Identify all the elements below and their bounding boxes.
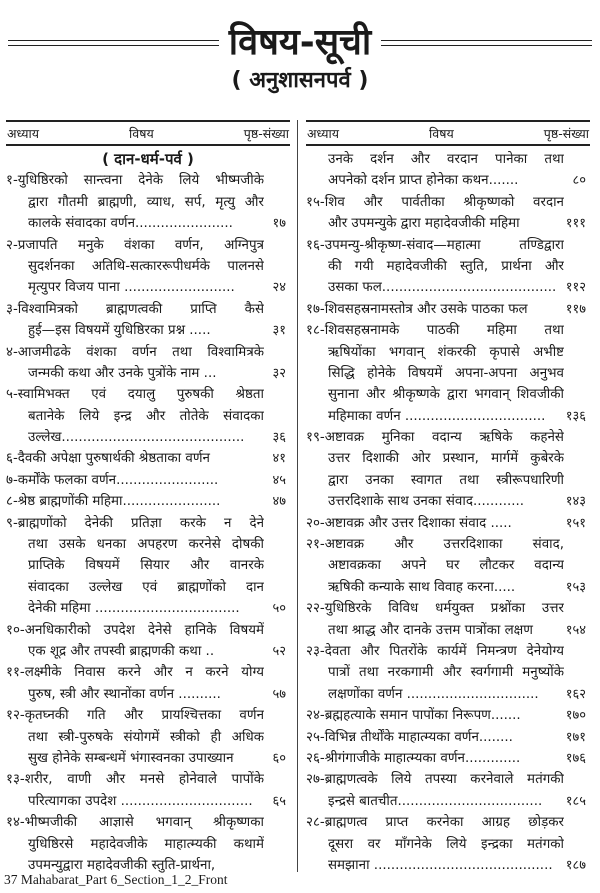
toc-line-text: समझाना ..........................................	[328, 857, 553, 873]
toc-line	[6, 256, 290, 277]
toc-line	[306, 641, 590, 662]
toc-line-text: सिद्धि होनेके विषयमें अपना-अपना अनुभव	[328, 365, 564, 381]
header-chapter: अध्याय	[7, 125, 39, 141]
toc-line	[6, 320, 290, 341]
toc-line-text: द्वारा गौतमी ब्राह्मणी, व्याध, सर्प, मृत्यु और	[28, 194, 264, 210]
page-number: ३६	[272, 430, 286, 446]
toc-line	[6, 748, 290, 769]
toc-line-text: प्राप्तिके विषयमें सियार और वानरके	[28, 558, 264, 574]
toc-line-text: २३-देवता और पितरोंके कार्यमें निमन्त्रण देनेयोग्य	[306, 643, 564, 659]
toc-line-text: १५-शिव और पार्वतीका श्रीकृष्णको वरदान	[306, 194, 564, 210]
toc-line-text: उल्लेख...........................................	[28, 430, 245, 446]
toc-line	[306, 620, 590, 641]
toc-line	[306, 662, 590, 683]
page-number: १६२	[565, 686, 586, 702]
toc-line-text: १३-शरीर, वाणी और मनसे होनेवाले पापोंके	[6, 772, 264, 788]
toc-line-text: २१-अष्टावक्र और उत्तरदिशाका संवाद,	[306, 537, 564, 553]
toc-line	[306, 448, 590, 469]
toc-line	[6, 277, 290, 298]
page-number: ४७	[272, 494, 286, 510]
toc-line-text: १४-भीष्मजीकी आज्ञासे भगवान् श्रीकृष्णका	[6, 815, 264, 831]
toc-line-text: हुई—इस विषयमें युधिष्ठिरका प्रश्न .....	[28, 323, 211, 339]
toc-line	[306, 727, 590, 748]
toc-line	[306, 812, 590, 833]
toc-line	[306, 577, 590, 598]
toc-line-text: देनेकी महिमा ..................................	[28, 601, 240, 617]
toc-line	[6, 470, 290, 491]
toc-line-text: मृत्युपर विजय पाना ..........................	[28, 280, 235, 296]
toc-line	[306, 534, 590, 555]
page-number: १५१	[565, 515, 586, 531]
page-number: २४	[272, 280, 286, 296]
toc-line	[306, 320, 590, 341]
toc-line-text: एक शूद्र और तपस्वी ब्राह्मणकी कथा ..	[28, 643, 215, 659]
toc-line	[6, 555, 290, 576]
toc-line-text: पुरुष, स्त्री और स्थानोंका वर्णन ..........	[28, 686, 221, 702]
toc-line	[306, 834, 590, 855]
toc-line-text: पात्रों तथा नरकगामी और स्वर्गगामी मनुष्योंके	[328, 665, 564, 681]
title-rule-left	[8, 40, 219, 46]
toc-line-text: उसका फल.........................................	[328, 280, 557, 296]
toc-line	[306, 705, 590, 726]
header-page: पृष्ठ-संख्या	[243, 125, 289, 141]
toc-line	[306, 513, 590, 534]
page-number: ६५	[272, 793, 286, 809]
toc-line	[6, 406, 290, 427]
toc-line	[6, 448, 290, 469]
page-number: ५२	[272, 643, 286, 659]
toc-line-text: १७-शिवसहस्रनामस्तोत्र और उसके पाठका फल	[306, 301, 528, 317]
header-subject: विषय	[429, 125, 454, 141]
toc-line	[306, 384, 590, 405]
toc-line-text: ६-दैवकी अपेक्षा पुरुषार्थकी श्रेष्ठताका वर्णन	[6, 451, 210, 467]
toc-line	[306, 769, 590, 790]
toc-line-text: उत्तर दिशाकी ओर प्रस्थान, मार्गमें कुबेरके	[328, 451, 564, 467]
toc-line-text: ऋषिकी कन्याके साथ विवाह करना.....	[328, 579, 516, 595]
toc-body-left	[6, 146, 290, 876]
toc-line-text: कालके संवादका वर्णन.......................	[28, 216, 233, 232]
toc-line-text: २-प्रजापति मनुके वंशका वर्णन, अग्निपुत्र	[6, 237, 264, 253]
toc-line-text: उनके दर्शन और वरदान पानेका तथा	[328, 152, 564, 167]
toc-line-text: २४-ब्रह्महत्याके समान पापोंका निरूपण.......	[306, 708, 521, 724]
toc-line	[6, 727, 290, 748]
toc-line	[6, 812, 290, 833]
toc-line	[6, 491, 290, 512]
toc-line	[6, 513, 290, 534]
page-number: ८०	[572, 173, 586, 189]
toc-line-text: २६-श्रीगंगाजीके माहात्म्यका वर्णन.............	[306, 750, 521, 766]
toc-line-text: २८-ब्राह्मणत्व प्राप्त करनेका आग्रह छोड़कर	[306, 815, 564, 831]
toc-line	[306, 299, 590, 320]
toc-line	[306, 555, 590, 576]
toc-line-text: सुख होनेके सम्बन्धमें भंगास्वनका उपाख्यान	[28, 750, 234, 766]
toc-line	[306, 491, 590, 512]
toc-line-text: और उपमन्युके द्वारा महादेवजीकी महिमा	[328, 216, 520, 232]
toc-line-text: महिमाका वर्णन .................................	[328, 408, 546, 424]
header-chapter: अध्याय	[307, 125, 339, 141]
toc-line-text: तथा स्त्री-पुरुषके संयोगमें स्त्रीको ही अधिक	[28, 729, 264, 745]
page-number: ३२	[272, 365, 286, 381]
page-number: १७०	[565, 708, 586, 724]
toc-line	[6, 769, 290, 790]
header-page: पृष्ठ-संख्या	[543, 125, 589, 141]
page-number: १४३	[565, 494, 586, 510]
toc-line	[306, 598, 590, 619]
page-number: १५४	[565, 622, 586, 638]
toc-line	[306, 342, 590, 363]
toc-line-text: १०-अनधिकारीको उपदेश देनेसे हानिके विषयमें	[6, 622, 264, 638]
toc-line	[6, 791, 290, 812]
toc-line-text: १-युधिष्ठिरको सान्त्वना देनेके लिये भीष्मजीके	[6, 173, 264, 189]
toc-line	[306, 363, 590, 384]
page-number: १७६	[565, 750, 586, 766]
toc-line-text: १९-अष्टावक्र मुनिका वदान्य ऋषिके कहनेसे	[306, 430, 564, 446]
toc-line-text: ५-स्वामिभक्त एवं दयालु पुरुषकी श्रेष्ठता	[6, 387, 264, 403]
toc-line-text: ९-ब्राह्मणोंको देनेकी प्रतिज्ञा करके न देने	[6, 515, 264, 531]
toc-line	[6, 363, 290, 384]
page-number: १५३	[565, 579, 586, 595]
toc-line	[306, 256, 590, 277]
toc-line-text: १८-शिवसहस्रनामके पाठकी महिमा तथा	[306, 323, 564, 339]
toc-line-text: ४-आजमीढके वंशका वर्णन तथा विश्वामित्रके	[6, 344, 264, 360]
page-number: ११२	[565, 280, 586, 296]
toc-line-text: अष्टावक्रका अपने घर लौटकर वदान्य	[328, 558, 564, 574]
toc-line-text: अपनेको दर्शन प्राप्त होनेका कथन.......	[328, 173, 519, 189]
page-subtitle: ( अनुशासनपर्व )	[231, 68, 369, 93]
toc-line	[6, 213, 290, 234]
page-number: ५०	[272, 601, 286, 617]
table-header	[6, 120, 290, 146]
toc-line	[6, 641, 290, 662]
toc-line	[6, 662, 290, 683]
page-title: विषय-सूची	[228, 22, 372, 63]
table-header	[306, 120, 590, 146]
toc-line	[6, 705, 290, 726]
toc-column-left	[6, 120, 290, 876]
toc-line-text: ७-कर्मोंके फलका वर्णन........................	[6, 472, 219, 488]
title-rule-right	[381, 40, 592, 46]
toc-line	[6, 834, 290, 855]
toc-line	[306, 277, 590, 298]
toc-line-text: तथा उसके धनका अपहरण करनेसे दोषकी	[28, 537, 264, 553]
toc-line	[306, 427, 590, 448]
footer-label: 37 Mahabarat_Part 6_Section_1_2_Front	[4, 872, 228, 887]
toc-body-right	[306, 146, 590, 876]
toc-line-text: की गयी महादेवजीकी स्तुति, प्रार्थना और	[328, 258, 564, 274]
toc-line	[306, 470, 590, 491]
toc-line	[6, 684, 290, 705]
toc-line	[6, 427, 290, 448]
toc-line-text: २७-ब्राह्मणत्वके लिये तपस्या करनेवाले मतंगकी	[306, 772, 564, 788]
section-title: ( दान-धर्म-पर्व )	[102, 150, 194, 168]
toc-line	[306, 684, 590, 705]
toc-line	[6, 384, 290, 405]
toc-line-text: ८-श्रेष्ठ ब्राह्मणोंकी महिमा.......................	[6, 494, 221, 510]
page-number: ११७	[565, 301, 586, 317]
toc-line	[6, 299, 290, 320]
toc-line	[306, 192, 590, 213]
toc-line	[306, 170, 590, 191]
toc-line-text: दूसरा वर माँगनेके लिये इन्द्रका मतंगको	[328, 836, 564, 852]
toc-line-text: बतानेके लिये इन्द्र और तोतेके संवादका	[28, 408, 264, 424]
toc-line-text: १६-उपमन्यु-श्रीकृष्ण-संवाद—महात्मा तण्डिद्वारा	[306, 237, 564, 253]
toc-line-text: संवादका उल्लेख एवं ब्राह्मणोंको दान	[28, 579, 264, 595]
toc-line-text: परित्यागका उपदेश ...............................	[28, 793, 253, 809]
toc-line	[6, 598, 290, 619]
page-number: १११	[565, 216, 586, 232]
toc-line-text: जन्मकी कथा और उनके पुत्रोंके नाम ...	[28, 365, 217, 381]
toc-line-text: इन्द्रसे बातचीत..................................	[328, 793, 543, 809]
page-number: १८७	[565, 857, 586, 873]
toc-line-text: २०-अष्टावक्र और उत्तर दिशाका संवाद .....	[306, 515, 512, 531]
toc-column-right	[306, 120, 590, 876]
toc-line	[306, 791, 590, 812]
page-number: १८५	[565, 793, 586, 809]
toc-line-text: सुनाना और श्रीकृष्णके द्वारा भगवान् शिवजीकी	[328, 387, 564, 403]
column-divider	[297, 120, 298, 872]
header-subject: विषय	[129, 125, 154, 141]
page-number: ४१	[272, 451, 286, 467]
title-row	[8, 18, 592, 68]
toc-line-text: उत्तरदिशाके साथ उनका संवाद............	[328, 494, 525, 510]
toc-line	[6, 235, 290, 256]
toc-line-text: उपमन्युद्वारा महादेवजीकी स्तुति-प्रार्थना,	[28, 857, 216, 873]
toc-line-text: युधिष्ठिरसे महादेवजीके माहात्म्यकी कथामें	[28, 836, 264, 852]
toc-line-text: १२-कृतघ्नकी गति और प्रायश्चित्तका वर्णन	[6, 708, 264, 724]
toc-line	[6, 192, 290, 213]
page-number: ४५	[272, 472, 286, 488]
toc-line	[6, 620, 290, 641]
toc-line	[306, 855, 590, 876]
toc-line-text: २२-युधिष्ठिरके विविध धर्मयुक्त प्रश्नोंका उत्तर	[306, 601, 564, 617]
toc-line-text: तथा श्राद्ध और दानके उत्तम पात्रोंका लक्षण	[328, 622, 533, 638]
toc-line	[6, 170, 290, 191]
toc-line-text: ३-विश्वामित्रको ब्राह्मणत्वकी प्राप्ति कैसे	[6, 301, 264, 317]
toc-line-text: लक्षणोंका वर्णन ...............................	[328, 686, 539, 702]
page-number: ६०	[272, 750, 286, 766]
toc-line	[306, 149, 590, 170]
toc-line	[306, 748, 590, 769]
toc-line	[6, 577, 290, 598]
page-number: ५७	[272, 686, 286, 702]
page-number: ३१	[272, 323, 286, 339]
toc-line-text: ऋषियोंका भगवान् शंकरकी कृपासे अभीष्ट	[328, 344, 564, 360]
toc-line-text: सुदर्शनका अतिथि-सत्काररूपीधर्मके पालनसे	[28, 258, 264, 274]
toc-line-text: ११-लक्ष्मीके निवास करने और न करने योग्य	[6, 665, 264, 681]
toc-line	[306, 406, 590, 427]
toc-line	[6, 342, 290, 363]
toc-line	[306, 213, 590, 234]
toc-line-text: द्वारा उनका स्वागत तथा स्त्रीरूपधारिणी	[328, 472, 564, 488]
page-number: १३६	[565, 408, 586, 424]
toc-line	[306, 235, 590, 256]
page-number: १७१	[565, 729, 586, 745]
toc-line	[6, 534, 290, 555]
page-number: १७	[272, 216, 286, 232]
toc-line-text: २५-विभिन्न तीर्थोंके माहात्म्यका वर्णन........	[306, 729, 513, 745]
